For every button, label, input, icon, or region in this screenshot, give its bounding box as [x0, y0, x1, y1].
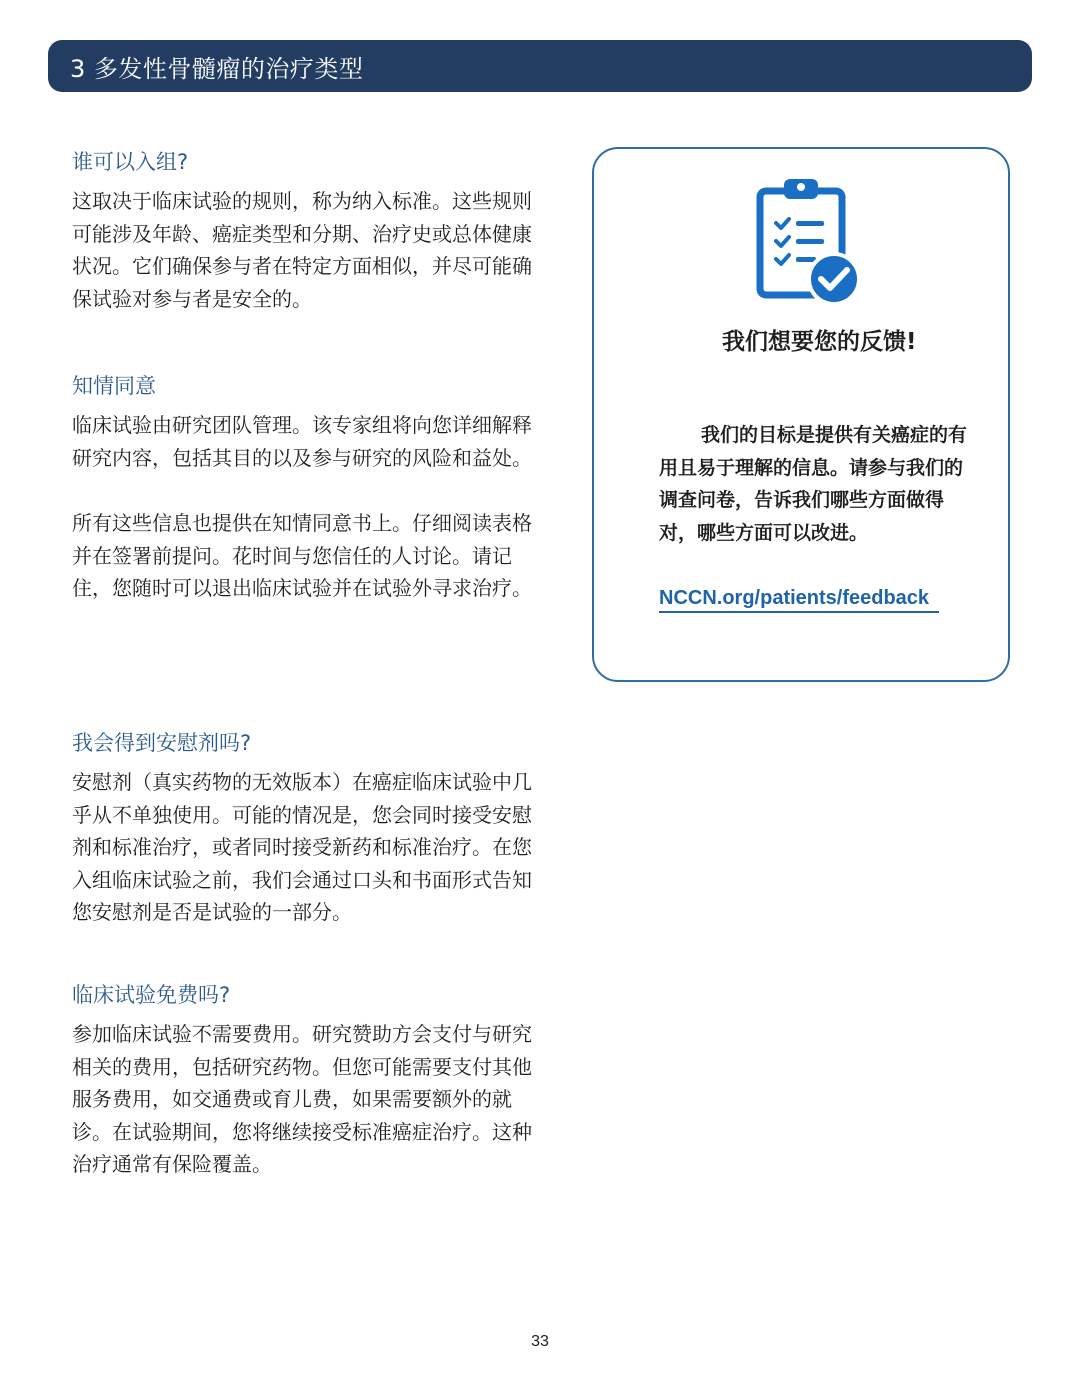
section-heading: 知情同意: [72, 374, 156, 398]
feedback-title: 我们想要您的反馈!: [722, 329, 917, 355]
section-body: 安慰剂（真实药物的无效版本）在癌症临床试验中几乎从不单独使用。可能的情况是，您会同时接受安慰剂和标准治疗，或者同时接受新药和标准治疗。在您入组临床试验之前，我们会通过口头和书面形式告知您安慰剂是否是试验的一部分。: [72, 770, 532, 924]
feedback-callout-box: [592, 147, 1010, 682]
section-placebo: [72, 726, 532, 929]
feedback-survey-link[interactable]: NCCN.org/patients/feedback: [659, 585, 939, 613]
chapter-title: 3 多发性骨髓瘤的治疗类型: [70, 54, 364, 83]
section-heading: 临床试验免费吗?: [72, 983, 231, 1007]
section-body: 所有这些信息也提供在知情同意书上。仔细阅读表格并在签署前提问。花时间与您信任的人讨论。请记住，您随时可以退出临床试验并在试验外寻求治疗。: [72, 511, 532, 600]
page-number: 33: [531, 1333, 549, 1350]
section-heading: 谁可以入组?: [72, 150, 189, 174]
section-who-can-enroll: [72, 145, 532, 315]
section-is-it-free: [72, 978, 532, 1181]
section-body: 这取决于临床试验的规则，称为纳入标准。这些规则可能涉及年龄、癌症类型和分期、治疗史或总体健康状况。它们确保参与者在特定方面相似，并尽可能确保试验对参与者是安全的。: [72, 189, 532, 311]
section-body: 临床试验由研究团队管理。该专家组将向您详细解释研究内容，包括其目的以及参与研究的风险和益处。: [72, 413, 532, 470]
clipboard-check-icon: [754, 177, 864, 307]
section-informed-consent: [72, 369, 532, 605]
section-body: 参加临床试验不需要费用。研究赞助方会支付与研究相关的费用，包括研究药物。但您可能需要支付其他服务费用，如交通费或育儿费，如果需要额外的就诊。在试验期间，您将继续接受标准癌症治疗。这种治疗通常有保险覆盖。: [72, 1022, 532, 1176]
section-heading: 我会得到安慰剂吗?: [72, 731, 252, 755]
feedback-body: 我们的目标是提供有关癌症的有用且易于理解的信息。请参与我们的调查问卷，告诉我们哪些方面做得对，哪些方面可以改进。: [659, 424, 968, 544]
chapter-header-bar: [48, 40, 1032, 92]
